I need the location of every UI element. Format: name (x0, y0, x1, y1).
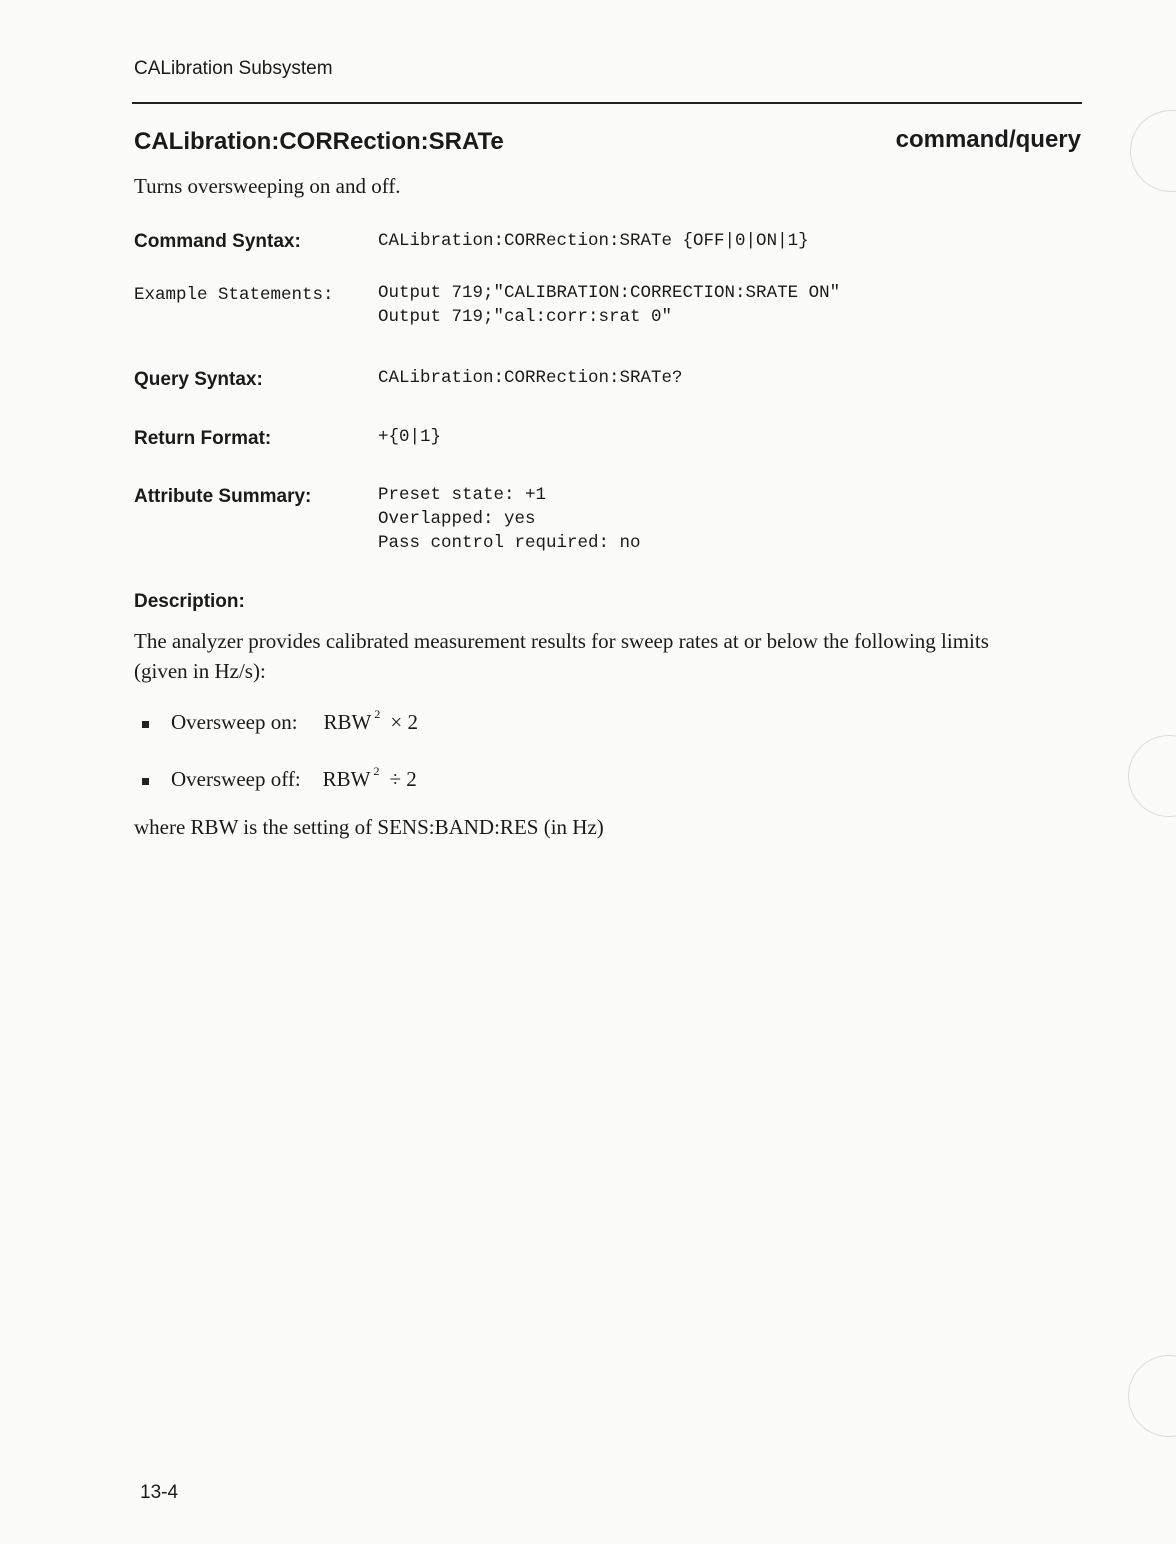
example-statement-2: Output 719;"cal:corr:srat 0" (378, 307, 673, 327)
return-format-value: +{0|1} (378, 427, 442, 447)
bullet-square-icon (142, 721, 149, 728)
attribute-summary-label: Attribute Summary: (134, 486, 312, 507)
description-text: The analyzer provides calibrated measurement results for sweep rates at or below the following limits (given in Hz/s): (134, 629, 989, 683)
punch-hole (1128, 735, 1176, 817)
command-title: CALibration:CORRection:SRATe (134, 128, 504, 155)
query-syntax-value: CALibration:CORRection:SRATe? (378, 368, 683, 388)
rbw-footnote: where RBW is the setting of SENS:BAND:RES (in Hz) (134, 815, 604, 839)
command-type: command/query (895, 126, 1081, 153)
query-syntax-label: Query Syntax: (134, 369, 263, 390)
attribute-overlapped: Overlapped: yes (378, 509, 536, 529)
running-header: CALibration Subsystem (134, 58, 333, 79)
attribute-preset: Preset state: +1 (378, 485, 547, 505)
return-format-label: Return Format: (134, 428, 272, 449)
bullet-oversweep-off (142, 764, 417, 792)
formula: RBW $^2$ ÷ 2 (322, 764, 417, 791)
example-statement-1: Output 719;"CALIBRATION:CORRECTION:SRATE ON" (378, 283, 841, 303)
example-statements-label: Example Statements: (134, 285, 334, 305)
page-number: 13-4 (140, 1482, 179, 1503)
punch-hole (1130, 110, 1176, 192)
attribute-pass-control: Pass control required: no (378, 533, 641, 553)
command-syntax-value: CALibration:CORRection:SRATe {OFF|0|ON|1} (378, 231, 809, 251)
command-syntax-label: Command Syntax: (134, 231, 301, 252)
command-summary: Turns oversweeping on and off. (134, 174, 401, 198)
formula: RBW $^2$ × 2 (323, 707, 418, 734)
bullet-label: Oversweep on: (171, 710, 298, 734)
header-rule (132, 102, 1082, 104)
bullet-label: Oversweep off: (171, 767, 301, 791)
bullet-oversweep-on (142, 707, 418, 735)
bullet-square-icon (142, 778, 149, 785)
punch-hole (1128, 1355, 1176, 1437)
description-heading: Description: (134, 591, 245, 612)
